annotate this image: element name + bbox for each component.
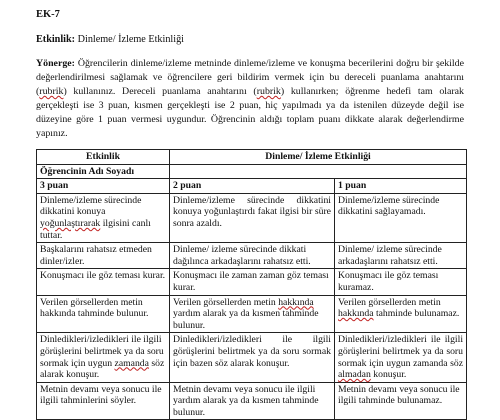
header-activity: Etkinlik [37, 150, 170, 165]
cell-text: tahminde bulunamaz. [373, 308, 460, 320]
instructions-label: Yönerge: [36, 58, 75, 69]
cell-score-2: Dinleme/ izleme sürecinde dikkati dağılınca arkadaşlarını rahatsız etti. [170, 243, 335, 269]
activity-value: Dinleme/ İzleme Etkinliği [77, 34, 184, 45]
cell-score-1: Dinleme/ izleme sürecinde arkadaşlarını rahatsız etti. [335, 243, 467, 269]
cell-text: yoğunlaştırarak [40, 217, 101, 229]
table-row [37, 333, 467, 382]
table-row [37, 269, 467, 295]
cell-score-2: Metnin devamı veya sonucu ile ilgili yardım alarak ya da kısmen tahminde bulunur. [170, 382, 335, 420]
score-header-row [37, 179, 467, 194]
cell-text: söz alarak konuşur. [40, 357, 165, 381]
cell-score-1: Metnin devamı veya sonucu ile ilgili tahminde bulunamaz. [335, 382, 467, 420]
cell-score-2 [170, 295, 335, 333]
cell-text: Dinledikleri/izledikleri ile ilgili görüşlerini belirtmek ya da soru sormak için uygun zamanda söz [338, 334, 464, 369]
cell-text: konuşur. [370, 369, 407, 381]
score-3-header: 3 puan [37, 179, 170, 194]
cell-text: zamanda [114, 357, 149, 369]
table-header-row [37, 150, 467, 165]
cell-text: yardım alarak ya da kısmen tahminde bulunur. [173, 308, 319, 331]
cell-text: ilgisini canlı tuttar. [40, 217, 151, 241]
student-name-label: Öğrencinin Adı Soyadı [37, 164, 170, 179]
activity-line [36, 34, 184, 45]
instructions-paragraph [36, 57, 464, 142]
score-2-header: 2 puan [170, 179, 335, 194]
cell-score-1 [335, 295, 467, 333]
instructions-text-1: Öğrencilerin dinleme/izleme metninde dinleme/izleme ve konuşma becerilerini doğru bir şekilde değerlendirilmesi sağlamak ve öğrencilere geri bildirim vermek için bu dereceli puanlama anahtarını ( [36, 58, 464, 98]
student-name-row [37, 164, 467, 179]
cell-text: Verilen görsellerden metin [173, 296, 279, 308]
appendix-code: EK-7 [36, 9, 60, 20]
table-row [37, 382, 467, 420]
instructions-text-3: ) kullanırken; öğrenme hedefi tam olarak gerçekleşti ise 3 puan, kısmen gerçekleşti ise 2 puan, hiç yapılmadı ya da istenilen düzeyde değil ise düzeyine göre 1 puan vermesi uygundur. Öğrencinin aldığı toplam puanı dikkate alarak değerlendirme yapınız. [36, 86, 464, 140]
cell-score-3: Başkalarını rahatsız etmeden dinler/izler. [37, 243, 170, 269]
cell-text: Verilen görsellerden metin [338, 296, 441, 308]
instructions-text-2: ) kullanınız. Dereceli puanlama anahtarını ( [63, 86, 257, 98]
table-row [37, 295, 467, 333]
activity-label: Etkinlik: [36, 34, 76, 45]
rubric-table [36, 149, 467, 420]
header-title: Dinleme/ İzleme Etkinliği [170, 150, 467, 165]
instructions-rubrik-2: rubrik [256, 86, 281, 98]
cell-score-3 [37, 193, 170, 242]
cell-score-3 [37, 333, 170, 382]
cell-text: hakkında [338, 308, 374, 320]
cell-text: almadan [338, 369, 371, 381]
cell-text: hakkında [278, 296, 314, 308]
cell-score-3: Metnin devamı veya sonucu ile ilgili tahminlerini söyler. [37, 382, 170, 420]
cell-score-1: Dinleme/izleme sürecinde dikkatini sağlayamadı. [335, 193, 467, 242]
score-1-header: 1 puan [335, 179, 467, 194]
table-row [37, 243, 467, 269]
cell-score-3: Konuşmacı ile göz teması kurar. [37, 269, 170, 295]
cell-score-2: Konuşmacı ile zaman zaman göz teması kurar. [170, 269, 335, 295]
cell-text: Dinleme/izleme sürecinde dikkatini konuya [40, 194, 142, 218]
student-name-cell[interactable] [170, 164, 467, 179]
cell-text: Dinledikleri/izledikleri ile ilgili görüşlerini belirtmek ya da soru sormak için uygun [40, 334, 164, 369]
cell-score-2: Dinledikleri/izledikleri ile ilgili görüşlerini belirtmek ya da soru sormak için bazen söz alarak konuşur. [170, 333, 335, 382]
cell-score-3: Verilen görsellerden metin hakkında tahminde bulunur. [37, 295, 170, 333]
cell-score-1 [335, 333, 467, 382]
instructions-rubrik-1: rubrik [39, 86, 64, 98]
table-row [37, 193, 467, 242]
cell-score-1: Konuşmacı ile göz teması kuramaz. [335, 269, 467, 295]
cell-score-2: Dinleme/izleme sürecinde dikkatini konuya yoğunlaştırdı fakat ilgisi bir süre sonra azaldı. [170, 193, 335, 242]
